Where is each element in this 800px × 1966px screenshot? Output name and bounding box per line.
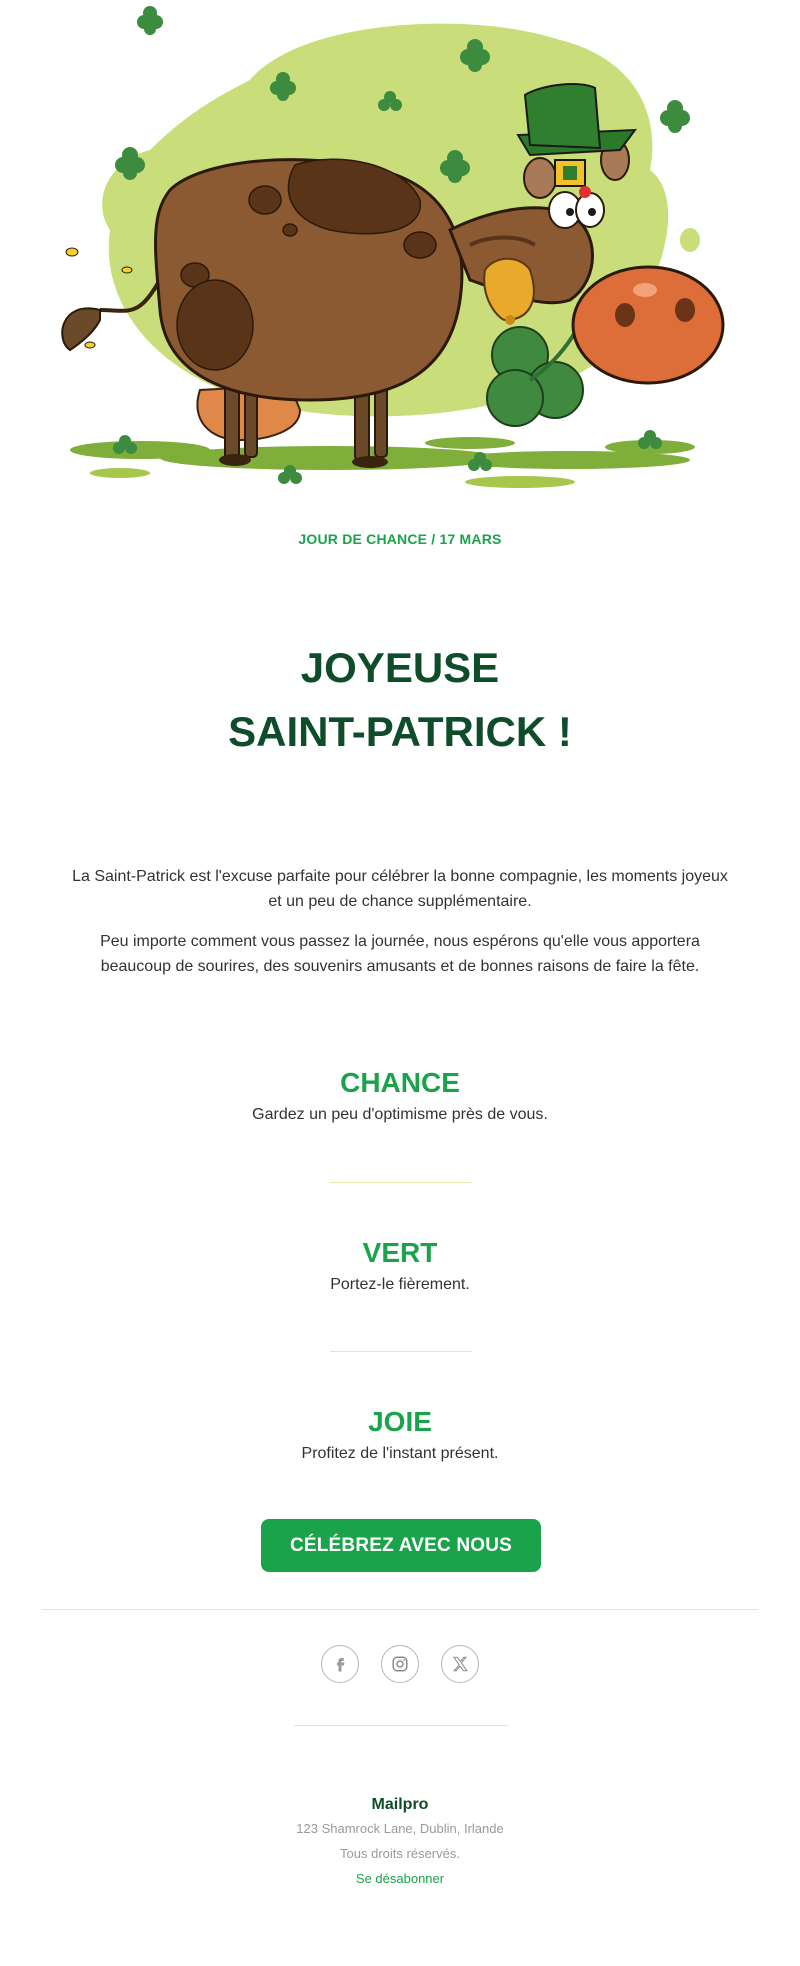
feature-text: Portez-le fièrement. (330, 1276, 470, 1293)
facebook-link[interactable] (321, 1645, 359, 1683)
social-links (0, 1645, 800, 1683)
title-line-2: SAINT-PATRICK ! (228, 708, 572, 755)
footer (0, 1794, 800, 1891)
footer-divider (42, 1609, 758, 1610)
page-title (0, 636, 800, 764)
feature-text: Gardez un peu d'optimisme près de vous. (252, 1106, 548, 1123)
feature-text: Profitez de l'instant présent. (301, 1445, 499, 1462)
footer-brand: Mailpro (371, 1796, 429, 1813)
feature-joie (0, 1405, 800, 1463)
intro-paragraph-1: La Saint-Patrick est l'excuse parfaite pour célébrer la bonne compagnie, les moments joyeux et un peu de chance supplémentaire. (72, 868, 728, 910)
facebook-icon (331, 1655, 349, 1673)
celebrate-button[interactable]: CÉLÉBREZ AVEC NOUS (261, 1519, 541, 1572)
feature-chance (0, 1066, 800, 1124)
hero-illustration (0, 0, 800, 500)
divider (330, 1182, 472, 1183)
date-kicker: JOUR DE CHANCE / 17 MARS (298, 531, 502, 547)
footer-address: 123 Shamrock Lane, Dublin, Irlande (296, 1821, 504, 1836)
feature-title: JOIE (368, 1406, 432, 1437)
divider (330, 1351, 472, 1352)
footer-rights: Tous droits réservés. (340, 1846, 460, 1861)
feature-vert (0, 1236, 800, 1294)
x-icon (451, 1655, 469, 1673)
feature-title: VERT (362, 1237, 438, 1268)
title-line-1: JOYEUSE (300, 644, 500, 691)
instagram-icon (391, 1655, 409, 1673)
instagram-link[interactable] (381, 1645, 419, 1683)
unsubscribe-link[interactable]: Se désabonner (355, 1871, 445, 1886)
feature-title: CHANCE (340, 1067, 460, 1098)
footer-divider-short (294, 1725, 508, 1726)
intro-text (70, 864, 730, 994)
intro-paragraph-2: Peu importe comment vous passez la journée, nous espérons qu'elle vous apportera beaucoup de sourires, des souvenirs amusants et de bonnes raisons de faire la fête. (100, 933, 700, 975)
x-link[interactable] (441, 1645, 479, 1683)
